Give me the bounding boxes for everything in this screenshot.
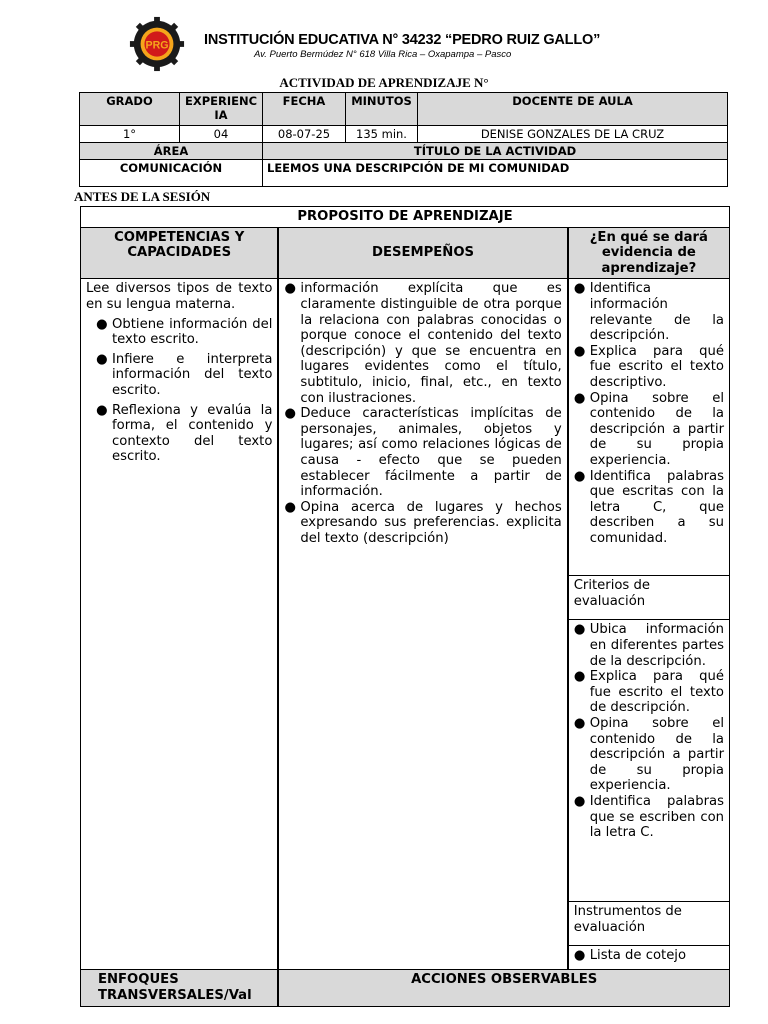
activity-title: ACTIVIDAD DE APRENDIZAJE N° [279,75,489,90]
experience-value: 04 [180,126,263,143]
desempenos-header: DESEMPEÑOS [278,227,567,279]
list-item: ● Ubica información en diferentes partes de la descripción. [573,622,724,669]
school-logo-gear [128,15,186,73]
list-item: ● Identifica información relevante de la descripción. [573,281,724,344]
enfoques-header: ENFOQUES TRANSVERSALES/Val [81,970,279,1006]
grade-value: 1° [80,126,180,143]
teacher-header: DOCENTE DE AULA [418,93,728,126]
purpose-table [80,206,730,1007]
desempenos-list [284,281,561,546]
area-header: ÁREA [80,143,263,160]
list-item: ● Identifica palabras que se escriben con la letra C. [573,793,724,841]
grade-header: GRADO [80,93,180,126]
evidencia-header: ¿En qué se dará evidencia de aprendizaje? [568,227,730,279]
desempenos-cell [278,279,567,970]
activity-info-table [79,92,728,187]
criterios-list [574,622,724,840]
instrumentos-label: Instrumentos de evaluación [568,902,730,946]
instrumentos-cell [568,946,730,970]
list-item: ● Infiere e interpreta información del texto escrito. [96,351,273,398]
competencias-header: COMPETENCIAS Y CAPACIDADES [81,227,279,279]
section-before-session: ANTES DE LA SESIÓN [74,189,211,204]
minutes-value: 135 min. [346,126,418,143]
date-header: FECHA [263,93,346,126]
list-item: ● Opina sobre el contenido de la descripción a partir de su propia experiencia. [573,390,724,468]
list-item: ● Explica para qué fue escrito el texto de descripción. [573,669,724,716]
list-item: ● Lista de cotejo [573,948,687,964]
instrumentos-list [574,948,724,964]
date-value: 08-07-25 [263,126,346,143]
activity-title-value: LEEMOS UNA DESCRIPCIÓN DE MI COMUNIDAD [263,160,728,187]
competencia-text: Lee diversos tipos de texto en su lengua materna. [86,281,273,312]
institution-name: INSTITUCIÓN EDUCATIVA N° 34232 “PEDRO RUIZ GALLO” [204,32,601,48]
evidencias-cell [568,279,730,576]
evidencias-list [574,281,724,546]
institution-address: Av. Puerto Bermúdez N° 618 Villa Rica – Oxapampa – Pasco [254,49,512,60]
list-item: ● Obtiene información del texto escrito. [96,316,273,348]
list-item: ● información explícita que es claramente distinguible de otra porque la relaciona con palabras conocidas o porque conoce el contenido del texto (descripción) y que se encuentra en lugares evidentes como el título, subtitulo, inicio, final, etc., en texto con ilustraciones. [284,281,562,406]
experience-header: EXPERIENC IA [180,93,263,126]
activity-title-header: TÍTULO DE LA ACTIVIDAD [263,143,728,160]
list-item: ● Explica para qué fue escrito el texto descriptivo. [573,343,724,390]
teacher-value: DENISE GONZALES DE LA CRUZ [418,126,728,143]
list-item: ● Opina sobre el contenido de la descripción a partir de su propia experiencia. [573,715,724,794]
criterios-label: Criterios de evaluación [568,576,730,620]
capacidades-list [86,317,272,465]
criterios-cell [568,620,730,902]
competencias-cell [81,279,279,970]
minutes-header: MINUTOS [346,93,418,126]
list-item: ● Identifica palabras que escritas con la letra C, que describen a su comunidad. [573,468,724,546]
acciones-header: ACCIONES OBSERVABLES [278,970,729,1006]
list-item: ● Deduce características implícitas de personajes, animales, objetos y lugares; así como relaciones lógicas de causa - efecto que se pueden establecer fácilmente a partir de información. [284,406,562,500]
document-header [0,0,768,72]
purpose-title: PROPOSITO DE APRENDIZAJE [81,207,730,228]
list-item: ● Reflexiona y evalúa la forma, el contenido y contexto del texto escrito. [96,402,273,465]
area-value: COMUNICACIÓN [80,160,263,187]
logo-text: PRG [145,39,169,52]
list-item: ● Opina acerca de lugares y hechos expresando sus preferencias. explicita del texto (descripción) [284,499,562,546]
